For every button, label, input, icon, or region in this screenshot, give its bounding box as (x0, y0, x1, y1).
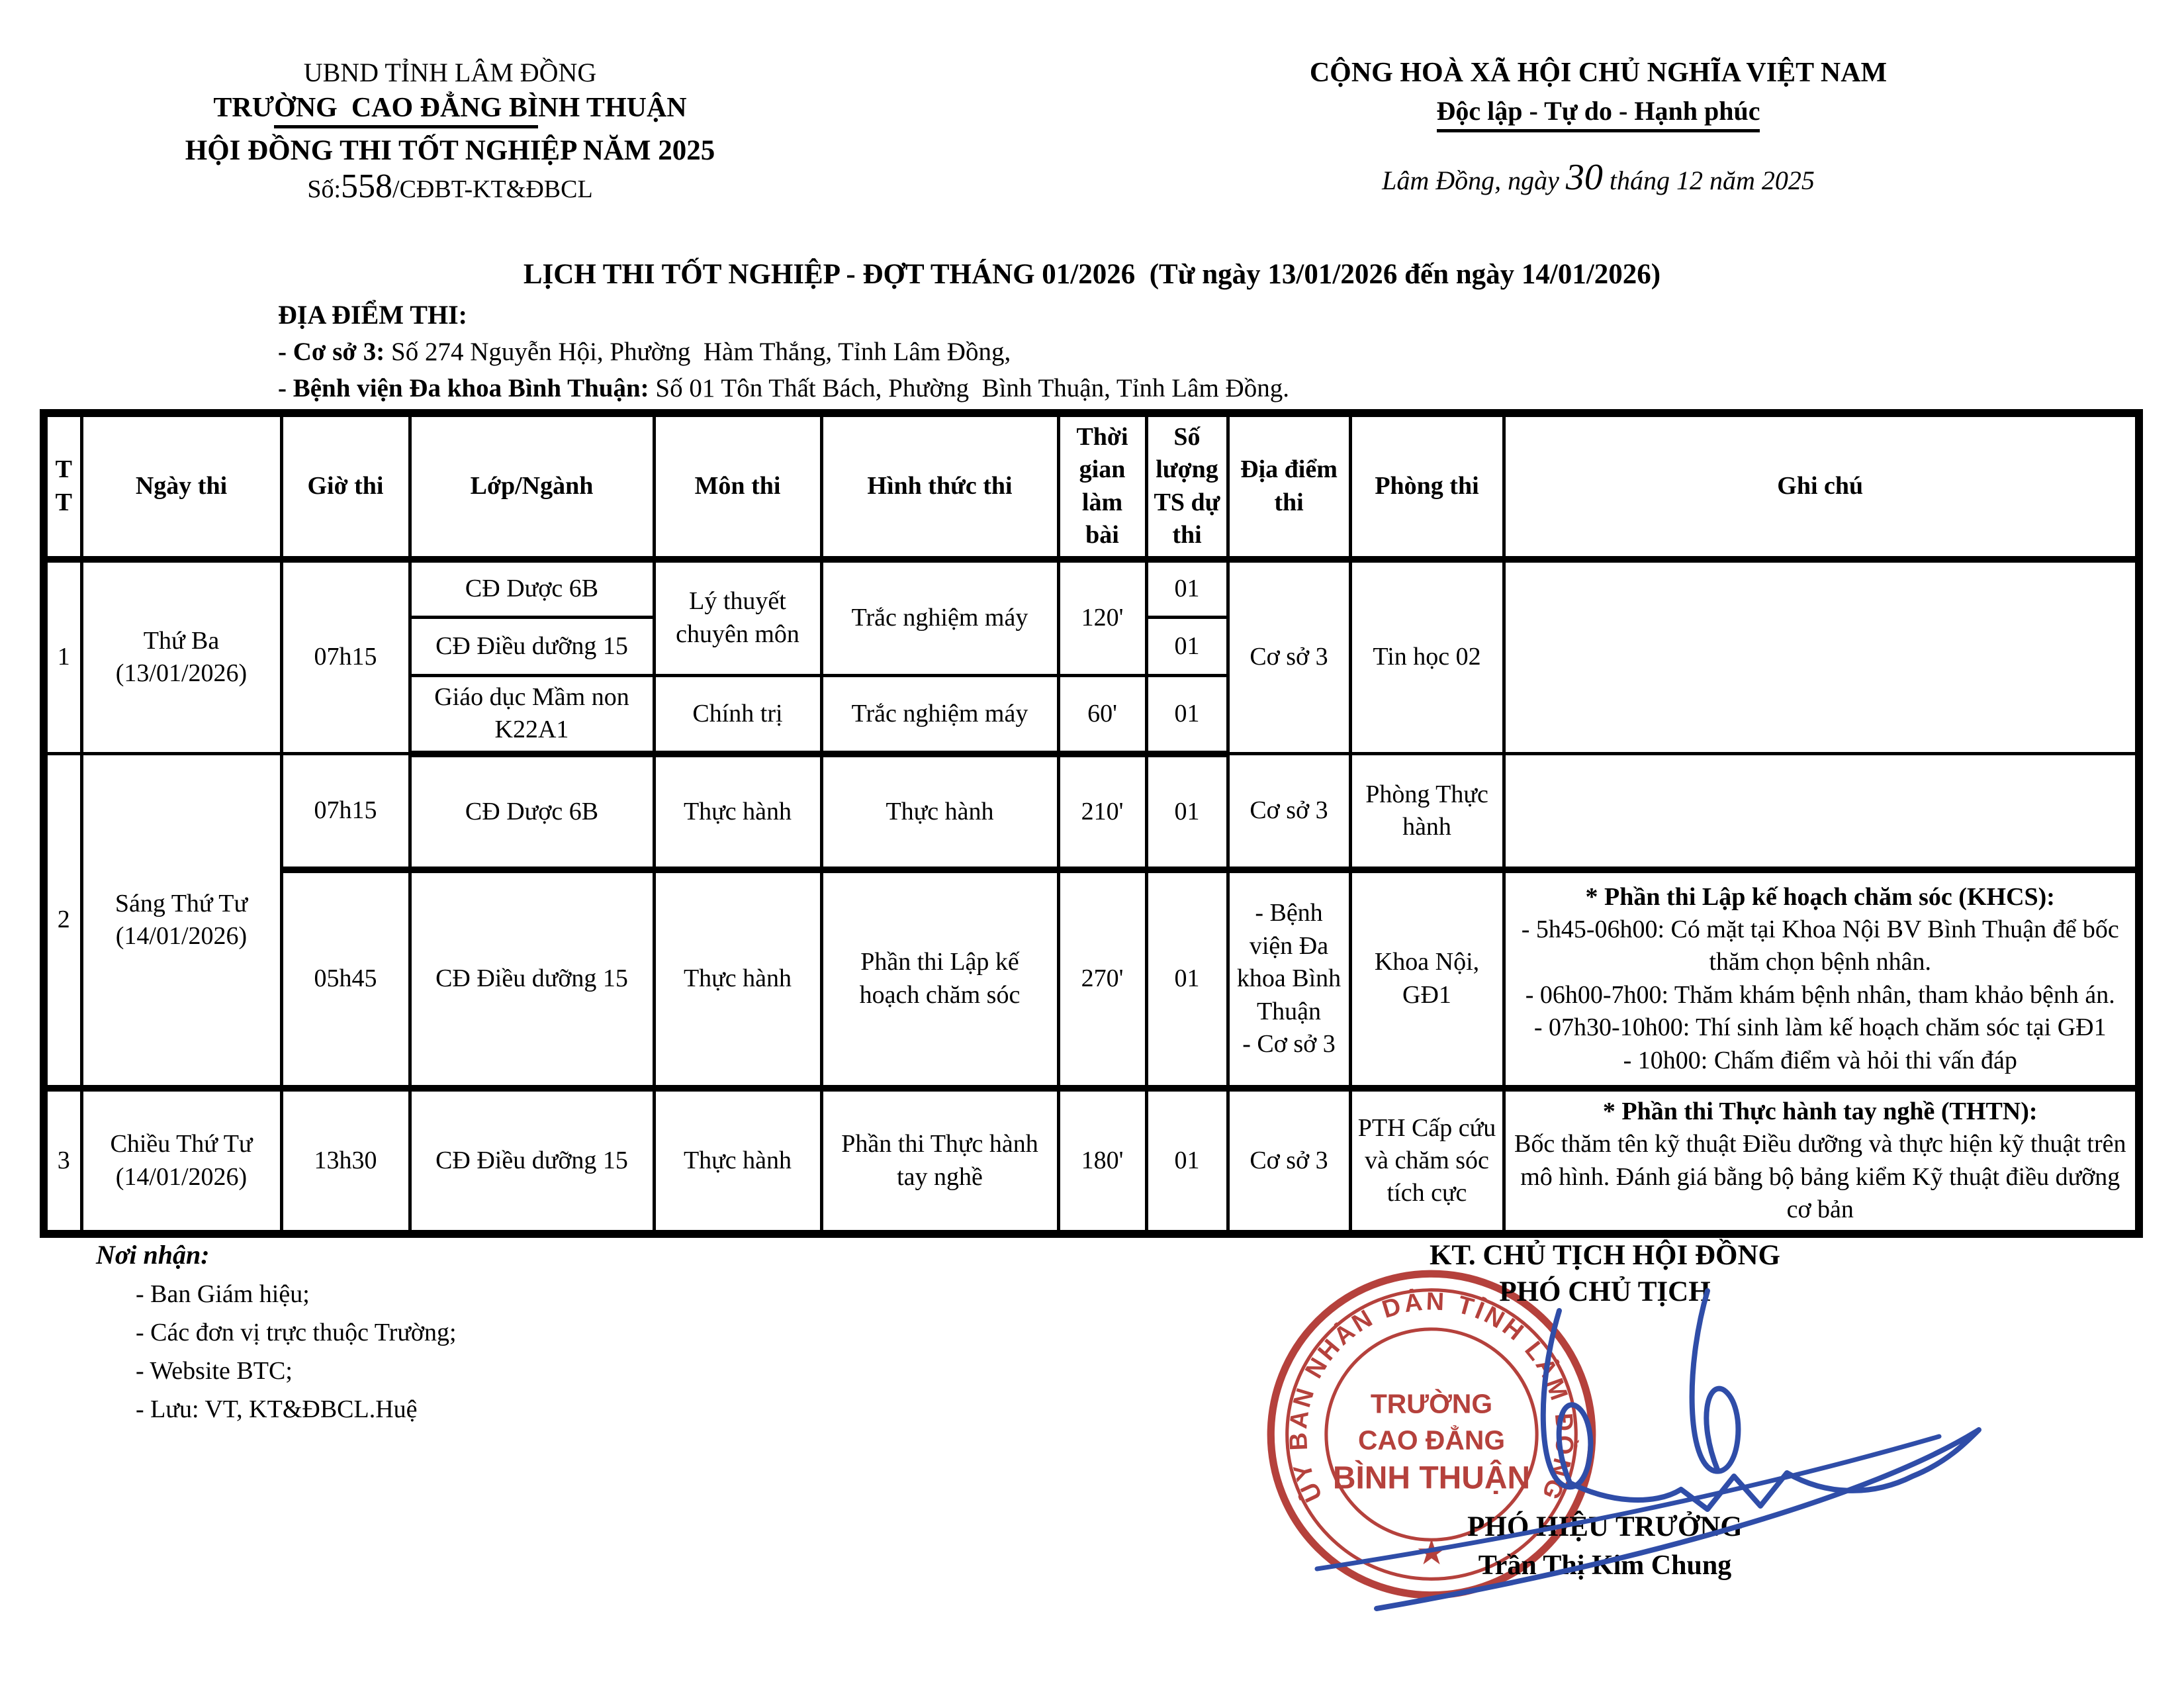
cell-r1-ngay-line2: (13/01/2026) (115, 659, 248, 687)
cell-r2b-gio: 05h45 (281, 870, 410, 1088)
cell-r3-hinh-thuc: Phần thi Thực hành tay nghề (821, 1088, 1058, 1235)
signer-role: PHÓ HIỆU TRƯỞNG (1467, 1511, 1743, 1542)
col-header-ngay-thi: Ngày thi (81, 413, 281, 559)
location-1-address: Số 274 Nguyễn Hội, Phường Hàm Thắng, Tỉnh Lâm Đồng, (385, 338, 1011, 366)
cell-r2a-ghi-chu (1504, 754, 2139, 870)
stamp-ring-text: ỦY BAN NHÂN DÂN TỈNH LÂM ĐỒNG (1283, 1287, 1580, 1507)
col-header-mon-thi: Môn thi (654, 413, 821, 559)
ghi-chu-khcs-line: - 5h45-06h00: Có mặt tại Khoa Nội BV Bình Thuận để bốc thăm chọn bệnh nhân. (1521, 915, 2119, 976)
date-prefix: Lâm Đồng, ngày (1382, 165, 1566, 195)
national-motto-line1: CỘNG HOÀ XÃ HỘI CHỦ NGHĨA VIỆT NAM (1309, 58, 1888, 88)
date-line (1271, 159, 1926, 196)
cell-r3-ngay-line2: (14/01/2026) (115, 1162, 248, 1191)
cell-r1a-lop: CĐ Dược 6B (410, 559, 654, 618)
cell-r1ab-mon: Lý thuyết chuyên môn (654, 559, 821, 676)
cell-r3-dia-diem: Cơ sở 3 (1228, 1088, 1350, 1235)
ghi-chu-khcs-line: - 10h00: Chấm điểm và hỏi thi vấn đáp (1623, 1046, 2017, 1074)
org-parent: UBND TỈNH LÂM ĐỒNG (303, 58, 597, 87)
exam-locations-block (278, 299, 1933, 403)
cell-r1-dia-diem: Cơ sở 3 (1228, 559, 1350, 754)
stamp-center-line2: CAO ĐẲNG (1357, 1425, 1506, 1456)
col-header-lop-nganh: Lớp/Ngành (410, 413, 654, 559)
stamp-center-line1: TRƯỜNG (1370, 1388, 1493, 1419)
date-suffix: tháng 12 năm 2025 (1602, 165, 1815, 195)
cell-r3-so-luong: 01 (1146, 1088, 1228, 1235)
signature-title-line2: PHÓ CHỦ TỊCH (1499, 1276, 1711, 1307)
doc-number-prefix: Số: (307, 175, 341, 203)
cell-r2a-mon: Thực hành (654, 754, 821, 870)
table-row (44, 870, 2139, 1088)
location-line-2 (278, 373, 1933, 403)
cell-r3-ngay-line1: Chiều Thứ Tư (110, 1130, 253, 1158)
document-title: LỊCH THI TỐT NGHIỆP - ĐỢT THÁNG 01/2026 (Từ ngày 13/01/2026 đến ngày 14/01/2026) (523, 259, 1661, 290)
cell-r3-thoi-gian: 180' (1058, 1088, 1146, 1235)
signer-name: Trần Thị Kim Chung (1478, 1550, 1732, 1581)
cell-r3-lop: CĐ Điều dưỡng 15 (410, 1088, 654, 1235)
cell-r1-ngay (81, 559, 281, 754)
cell-r2-ngay-line2: (14/01/2026) (115, 922, 248, 951)
cell-r2b-so-luong: 01 (1146, 870, 1228, 1088)
cell-r1-tt: 1 (44, 559, 81, 754)
locations-heading: ĐỊA ĐIỂM THI: (278, 300, 467, 330)
ghi-chu-khcs-title: * Phần thi Lập kế hoạch chăm sóc (KHCS): (1585, 882, 2055, 911)
table-row (44, 754, 2139, 870)
recipient-item: - Lưu: VT, KT&ĐBCL.Huệ (136, 1395, 418, 1423)
cell-r2-tt: 2 (44, 754, 81, 1088)
ghi-chu-khcs-line: - 07h30-10h00: Thí sinh làm kế hoạch chăm sóc tại GĐ1 (1533, 1013, 2107, 1042)
col-header-so-luong: Số lượng TS dự thi (1146, 413, 1228, 559)
col-header-phong-thi: Phòng thi (1350, 413, 1504, 559)
cell-r2b-dia-diem (1228, 870, 1350, 1088)
cell-r1b-so-luong: 01 (1146, 618, 1228, 676)
org-school-post: NH THUẬN (538, 93, 687, 123)
cell-r2a-lop: CĐ Dược 6B (410, 754, 654, 870)
cell-r1a-so-luong: 01 (1146, 559, 1228, 618)
cell-r3-ngay (81, 1088, 281, 1235)
doc-number-suffix: /CĐBT-KT&ĐBCL (392, 175, 593, 203)
location-1-name: - Cơ sở 3: (278, 338, 385, 366)
recipients-block (96, 1239, 692, 1424)
cell-r1c-so-luong: 01 (1146, 676, 1228, 754)
star-icon: ★ (1416, 1532, 1447, 1572)
cell-r3-gio: 13h30 (281, 1088, 410, 1235)
location-2-name: - Bệnh viện Đa khoa Bình Thuận: (278, 374, 649, 402)
cell-r2a-thoi-gian: 210' (1058, 754, 1146, 870)
org-school-underlined: ỜNG CAO ĐẲNG BÌ (274, 93, 538, 128)
col-header-tt: T T (44, 413, 81, 559)
cell-r2b-ghi-chu (1504, 870, 2139, 1088)
cell-r3-ghi-chu (1504, 1088, 2139, 1235)
cell-r2a-dia-diem: Cơ sở 3 (1228, 754, 1350, 870)
col-header-gio-thi: Giờ thi (281, 413, 410, 559)
org-council: HỘI ĐỒNG THI TỐT NGHIỆP NĂM 2025 (185, 135, 715, 166)
header-right-block (1271, 57, 1926, 196)
table-row (44, 1088, 2139, 1235)
cell-r3-tt: 3 (44, 1088, 81, 1235)
cell-r3-phong: PTH Cấp cứu và chăm sóc tích cực (1350, 1088, 1504, 1235)
ghi-chu-khcs-line: - 06h00-7h00: Thăm khám bệnh nhân, tham khảo bệnh án. (1525, 980, 2115, 1009)
signature-title-line1: KT. CHỦ TỊCH HỘI ĐỒNG (1429, 1240, 1780, 1271)
exam-schedule-table (40, 409, 2143, 1238)
cell-r2a-hinh-thuc: Thực hành (821, 754, 1058, 870)
cell-r2a-so-luong: 01 (1146, 754, 1228, 870)
cell-r2b-dia-diem-line2: - Cơ sở 3 (1242, 1029, 1336, 1058)
recipient-item: - Website BTC; (136, 1357, 293, 1385)
location-line-1 (278, 337, 1933, 367)
cell-r2b-thoi-gian: 270' (1058, 870, 1146, 1088)
cell-r1-ghi-chu (1504, 559, 2139, 754)
cell-r1c-mon: Chính trị (654, 676, 821, 754)
national-motto-line2: Độc lập - Tự do - Hạnh phúc (1437, 95, 1760, 132)
cell-r2b-hinh-thuc: Phần thi Lập kế hoạch chăm sóc (821, 870, 1058, 1088)
recipients-label: Nơi nhận: (96, 1240, 210, 1270)
header-left-block (152, 57, 748, 204)
cell-r1c-lop: Giáo dục Mầm non K22A1 (410, 676, 654, 754)
cell-r1c-thoi-gian: 60' (1058, 676, 1146, 754)
recipient-item: - Ban Giám hiệu; (136, 1280, 310, 1308)
signer-block (1257, 1511, 1952, 1581)
ghi-chu-thtn-title: * Phần thi Thực hành tay nghề (THTN): (1602, 1097, 2038, 1125)
cell-r2b-phong: Khoa Nội, GĐ1 (1350, 870, 1504, 1088)
cell-r1c-hinh-thuc: Trắc nghiệm máy (821, 676, 1058, 754)
table-row (44, 559, 2139, 618)
cell-r1ab-hinh-thuc: Trắc nghiệm máy (821, 559, 1058, 676)
cell-r1b-lop: CĐ Điều dưỡng 15 (410, 618, 654, 676)
col-header-dia-diem: Địa điểm thi (1228, 413, 1350, 559)
cell-r1ab-thoi-gian: 120' (1058, 559, 1146, 676)
table-header-row (44, 413, 2139, 559)
cell-r2b-dia-diem-line1: - Bệnh viện Đa khoa Bình Thuận (1236, 899, 1342, 1025)
col-header-thoi-gian: Thời gian làm bài (1058, 413, 1146, 559)
doc-number-line (152, 169, 748, 204)
doc-number-value: 558 (341, 167, 393, 205)
cell-r1-gio: 07h15 (281, 559, 410, 754)
col-header-hinh-thuc-thi: Hình thức thi (821, 413, 1058, 559)
date-day: 30 (1565, 157, 1603, 198)
cell-r1-phong: Tin học 02 (1350, 559, 1504, 754)
ghi-chu-thtn-text: Bốc thăm tên kỹ thuật Điều dưỡng và thực hiện kỹ thuật trên mô hình. Đánh giá bằng bộ bảng kiểm Kỹ thuật điều dưỡng cơ bản (1514, 1130, 2126, 1224)
cell-r2a-gio: 07h15 (281, 754, 410, 870)
location-2-address: Số 01 Tôn Thất Bách, Phường Bình Thuận, Tỉnh Lâm Đồng. (649, 374, 1289, 402)
cell-r2a-phong: Phòng Thực hành (1350, 754, 1504, 870)
org-school (152, 92, 748, 124)
recipient-item: - Các đơn vị trực thuộc Trường; (136, 1319, 457, 1346)
cell-r2-ngay (81, 754, 281, 1088)
stamp-center-line3: BÌNH THUẬN (1332, 1460, 1531, 1496)
signature-stroke (1692, 1291, 1739, 1472)
cell-r2b-mon: Thực hành (654, 870, 821, 1088)
cell-r1-ngay-line1: Thứ Ba (143, 626, 220, 655)
col-header-ghi-chu: Ghi chú (1504, 413, 2139, 559)
signature-title-block (1257, 1239, 1952, 1308)
cell-r3-mon: Thực hành (654, 1088, 821, 1235)
org-school-pre: TRƯ (213, 93, 275, 123)
cell-r2b-lop: CĐ Điều dưỡng 15 (410, 870, 654, 1088)
cell-r2-ngay-line1: Sáng Thứ Tư (114, 889, 248, 917)
